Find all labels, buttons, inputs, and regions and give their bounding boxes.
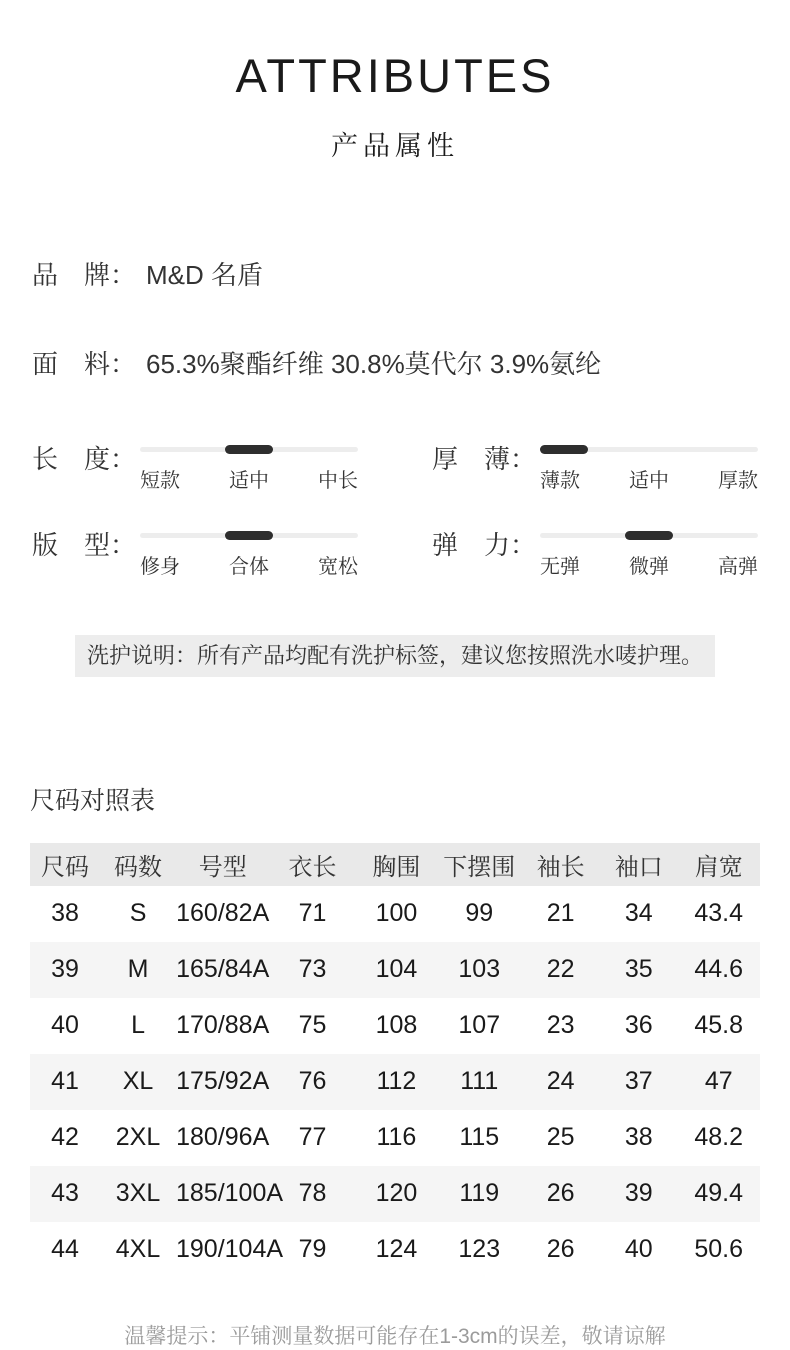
table-cell: 38	[624, 1123, 653, 1152]
table-cell: 115	[459, 1123, 500, 1152]
table-cell: 44	[51, 1235, 79, 1264]
table-cell: 4XL	[115, 1235, 161, 1264]
table-cell: S	[129, 899, 147, 928]
slider-stretch-track	[540, 533, 758, 538]
slider-fit-option: 合体	[229, 555, 269, 578]
table-cell: 185/100A	[175, 1179, 284, 1208]
slider-length	[32, 433, 358, 493]
table-cell: 36	[624, 1011, 653, 1040]
table-cell: 49.4	[694, 1179, 744, 1208]
table-cell: 22	[546, 955, 575, 984]
table-cell: 111	[460, 1067, 499, 1096]
table-cell: 25	[546, 1123, 575, 1152]
slider-thickness-option: 薄款	[540, 469, 580, 492]
attribute-sliders	[32, 433, 758, 579]
table-cell: 107	[458, 1011, 501, 1040]
table-cell: 180/96A	[176, 1123, 270, 1152]
brand-value: M&D 名盾	[146, 259, 264, 290]
table-cell: 103	[458, 955, 501, 984]
table-cell: 190/104A	[175, 1235, 284, 1264]
table-cell: 26	[546, 1179, 575, 1208]
slider-length-option: 中长	[318, 469, 358, 492]
slider-stretch-option: 微弹	[629, 555, 669, 578]
table-cell: 39	[624, 1179, 653, 1208]
table-cell: 45.8	[694, 1011, 744, 1040]
table-cell: 35	[624, 955, 653, 984]
table-cell: 79	[298, 1235, 327, 1264]
table-row	[30, 1110, 760, 1166]
slider-stretch	[432, 519, 758, 579]
table-cell: 112	[376, 1067, 417, 1096]
table-cell: 75	[298, 1011, 327, 1040]
table-cell: 77	[298, 1123, 327, 1152]
table-cell: 116	[376, 1123, 417, 1152]
slider-fit-track	[140, 533, 358, 538]
slider-thickness-option: 厚款	[718, 469, 758, 492]
table-cell: 160/82A	[176, 899, 270, 928]
table-cell: 170/88A	[176, 1011, 270, 1040]
slider-stretch-label: 弹 力：	[432, 529, 537, 560]
slider-length-indicator	[225, 445, 273, 454]
table-cell: 42	[51, 1123, 79, 1152]
table-row	[30, 1054, 760, 1110]
table-cell: 2XL	[115, 1123, 161, 1152]
size-chart-title: 尺码对照表	[30, 786, 156, 815]
table-cell: XL	[122, 1067, 154, 1096]
slider-fit-option: 宽松	[318, 555, 358, 578]
table-cell: 73	[298, 955, 327, 984]
slider-fit-indicator	[225, 531, 273, 540]
attribute-list	[32, 255, 758, 381]
size-chart-table	[30, 843, 760, 1278]
table-cell: 38	[51, 899, 79, 928]
table-cell: 76	[298, 1067, 327, 1096]
slider-stretch-option: 高弹	[718, 555, 758, 578]
table-cell: 43	[51, 1179, 79, 1208]
slider-length-option: 短款	[140, 469, 180, 492]
table-cell: 104	[375, 955, 418, 984]
slider-thickness-track	[540, 447, 758, 452]
table-cell: 175/92A	[176, 1067, 270, 1096]
table-row	[30, 1166, 760, 1222]
fabric-label: 面 料：	[32, 348, 137, 379]
column-header: 号型	[198, 853, 247, 881]
table-row	[30, 998, 760, 1054]
table-cell: 34	[624, 899, 653, 928]
table-row	[30, 942, 760, 998]
slider-thickness-option: 适中	[629, 469, 669, 492]
table-cell: 40	[624, 1235, 653, 1264]
table-cell: 119	[459, 1179, 500, 1208]
table-cell: 44.6	[694, 955, 744, 984]
column-header: 袖口	[614, 853, 663, 881]
brand-row	[32, 255, 758, 292]
table-cell: 165/84A	[176, 955, 270, 984]
table-cell: 26	[546, 1235, 575, 1264]
title-block	[0, 0, 790, 163]
slider-length-option: 适中	[229, 469, 269, 492]
table-row	[30, 886, 760, 942]
fabric-value: 65.3%聚酯纤维 30.8%莫代尔 3.9%氨纶	[146, 348, 602, 379]
column-header: 码数	[114, 853, 163, 881]
table-cell: 3XL	[115, 1179, 161, 1208]
table-cell: 71	[298, 899, 327, 928]
table-cell: 24	[546, 1067, 575, 1096]
column-header: 肩宽	[694, 853, 743, 881]
table-row	[30, 1222, 760, 1278]
table-cell: 48.2	[694, 1123, 744, 1152]
table-cell: 108	[375, 1011, 418, 1040]
table-cell: 47	[704, 1067, 733, 1096]
table-cell: 41	[51, 1067, 79, 1096]
size-chart-header-row	[30, 843, 760, 886]
column-header: 尺码	[41, 853, 90, 881]
table-cell: 100	[375, 899, 418, 928]
page-title: ATTRIBUTES	[235, 49, 555, 102]
slider-stretch-indicator	[625, 531, 673, 540]
slider-fit	[32, 519, 358, 579]
slider-fit-option: 修身	[140, 555, 180, 578]
slider-length-label: 长 度：	[32, 443, 137, 474]
table-cell: 39	[51, 955, 79, 984]
slider-thickness-indicator	[540, 445, 588, 454]
table-cell: 123	[458, 1235, 501, 1264]
slider-thickness	[432, 433, 758, 493]
table-cell: 21	[546, 899, 575, 928]
care-notice: 洗护说明：所有产品均配有洗护标签，建议您按照洗水唛护理。	[75, 635, 715, 677]
slider-fit-label: 版 型：	[32, 529, 137, 560]
slider-length-track	[140, 447, 358, 452]
column-header: 胸围	[372, 853, 421, 881]
table-cell: 124	[375, 1235, 418, 1264]
page-subtitle: 产品属性	[331, 130, 459, 161]
table-cell: 78	[298, 1179, 327, 1208]
column-header: 下摆围	[443, 853, 516, 881]
table-cell: 40	[51, 1011, 79, 1040]
table-cell: 23	[546, 1011, 575, 1040]
table-cell: 37	[624, 1067, 653, 1096]
slider-stretch-option: 无弹	[540, 555, 580, 578]
table-cell: M	[127, 955, 149, 984]
slider-thickness-label: 厚 薄：	[432, 443, 537, 474]
table-cell: 99	[465, 899, 494, 928]
column-header: 衣长	[288, 853, 337, 881]
table-cell: 120	[375, 1179, 418, 1208]
table-cell: 43.4	[694, 899, 744, 928]
table-cell: 50.6	[694, 1235, 744, 1264]
column-header: 袖长	[536, 853, 585, 881]
brand-label: 品 牌：	[32, 259, 137, 290]
table-cell: L	[131, 1011, 145, 1040]
fabric-row	[32, 344, 758, 381]
footer-note: 温馨提示：平铺测量数据可能存在1-3cm的误差，敬请谅解	[124, 1324, 666, 1348]
